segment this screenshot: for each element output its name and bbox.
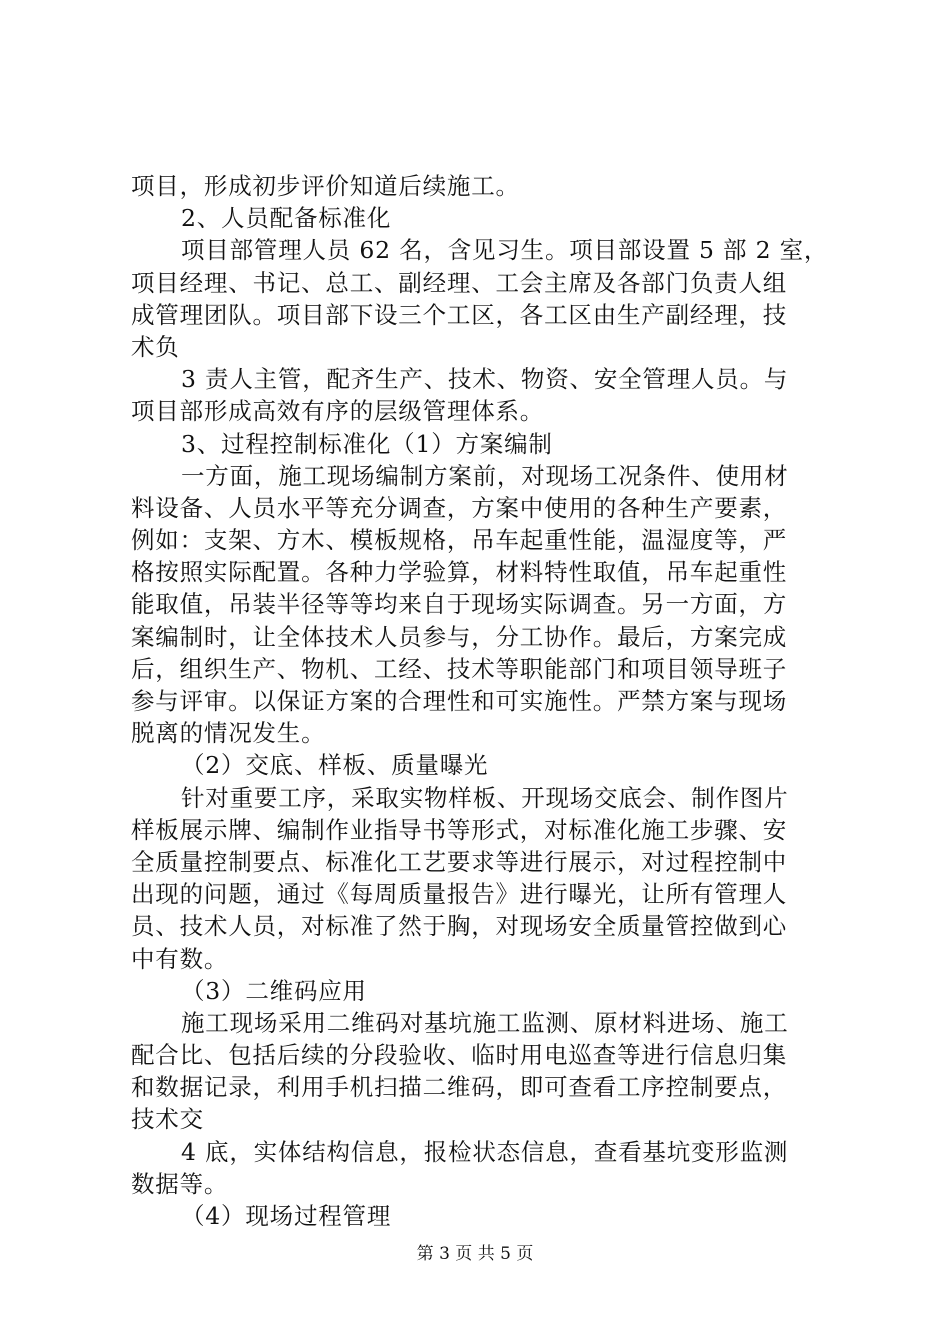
text-line: 中有数。: [131, 944, 229, 973]
text-line: 施工现场采用二维码对基坑施工监测、原材料进场、施工: [181, 1008, 789, 1037]
text-line: 3、过程控制标准化（1）方案编制: [181, 429, 553, 458]
text-line: 例如：支架、方木、模板规格，吊车起重性能，温湿度等，严: [131, 526, 788, 555]
text-line: 项目部形成高效有序的层级管理体系。: [131, 397, 545, 426]
document-body: [131, 170, 831, 1232]
page-number-label: 第 3 页 共 5 页: [416, 1244, 534, 1264]
text-line: 项目，形成初步评价知道后续施工。: [131, 172, 520, 200]
text-lines: [131, 170, 831, 1232]
text-line: 项目部管理人员 62 名，含见习生。项目部设置 5 部 2 室，: [181, 236, 829, 265]
text-line: 案编制时，让全体技术人员参与，分工协作。最后，方案完成: [131, 622, 788, 651]
text-line: 配合比、包括后续的分段验收、临时用电巡查等进行信息归集: [131, 1041, 788, 1070]
text-line: 4 底，实体结构信息，报检状态信息，查看基坑变形监测: [181, 1137, 789, 1166]
text-line: （2）交底、样板、质量曝光: [181, 751, 489, 780]
text-line: 参与评审。以保证方案的合理性和可实施性。严禁方案与现场: [131, 687, 788, 715]
text-line: 料设备、人员水平等充分调查，方案中使用的各种生产要素，: [131, 493, 788, 522]
text-line: 技术交: [131, 1105, 204, 1134]
text-line: 项目经理、书记、总工、副经理、工会主席及各部门负责人组: [131, 268, 788, 297]
text-line: 全质量控制要点、标准化工艺要求等进行展示，对过程控制中: [131, 847, 788, 876]
text-line: 能取值，吊装半径等等均来自于现场实际调查。另一方面，方: [131, 590, 788, 619]
text-line: 脱离的情况发生。: [131, 719, 326, 748]
text-line: 样板展示牌、编制作业指导书等形式，对标准化施工步骤、安: [131, 815, 788, 844]
text-line: 员、技术人员，对标准了然于胸，对现场安全质量管控做到心: [131, 912, 788, 941]
text-line: 和数据记录，利用手机扫描二维码，即可查看工序控制要点，: [131, 1073, 788, 1102]
page-footer: [0, 1243, 950, 1265]
text-line: 术负: [131, 332, 180, 361]
text-line: 3 责人主管，配齐生产、技术、物资、安全管理人员。与: [181, 365, 789, 394]
text-line: （4）现场过程管理: [181, 1202, 392, 1230]
text-line: 后，组织生产、物机、工经、技术等职能部门和项目领导班子: [131, 654, 788, 683]
text-line: 数据等。: [131, 1169, 229, 1198]
text-line: 出现的问题，通过《每周质量报告》进行曝光，让所有管理人: [131, 880, 788, 909]
text-line: 一方面，施工现场编制方案前，对现场工况条件、使用材: [181, 461, 789, 490]
text-line: 格按照实际配置。各种力学验算，材料特性取值，吊车起重性: [131, 558, 788, 587]
text-line: 成管理团队。项目部下设三个工区，各工区由生产副经理，技: [131, 300, 788, 329]
text-line: 2、人员配备标准化: [181, 204, 392, 233]
text-line: （3）二维码应用: [181, 976, 367, 1005]
text-line: 针对重要工序，采取实物样板、开现场交底会、制作图片: [181, 783, 789, 812]
